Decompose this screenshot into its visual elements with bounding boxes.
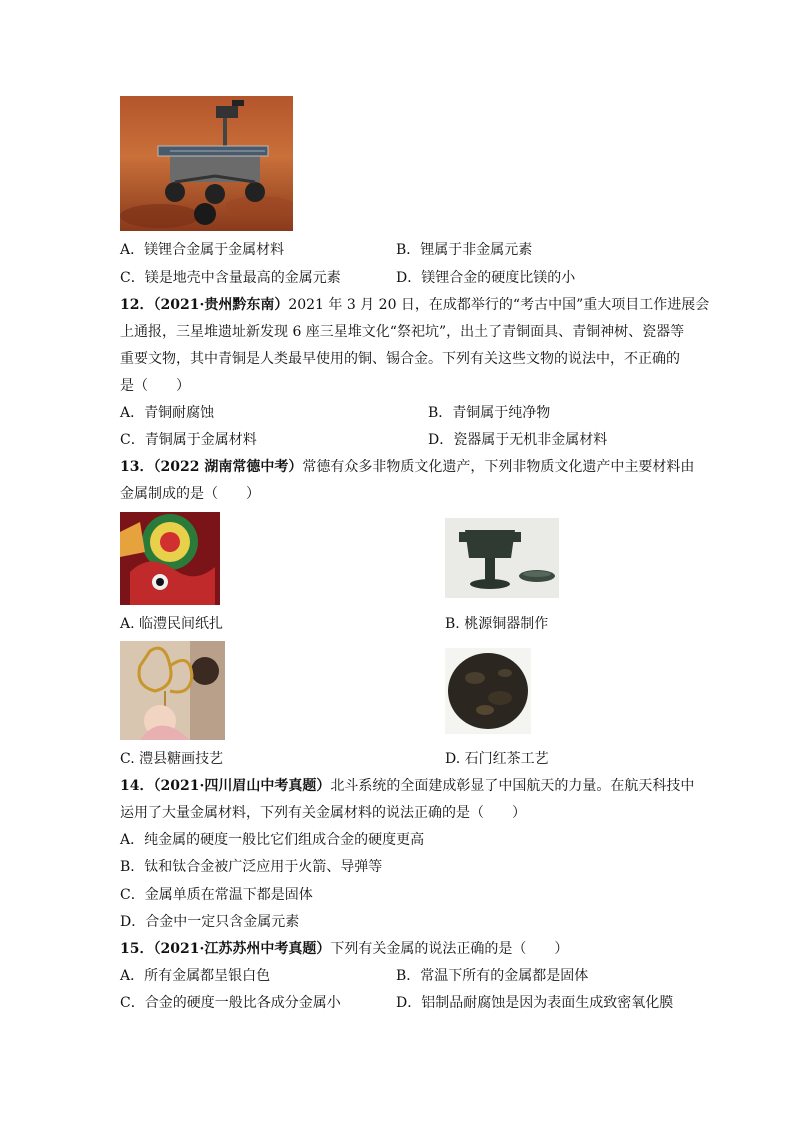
q14-option-d: D．合金中一定只含金属元素	[120, 914, 300, 930]
bronze-vessel-image	[445, 518, 559, 598]
q11-option-a: A．镁锂合金属于金属材料	[120, 242, 285, 258]
q13-source: （2022 湖南常德中考）	[153, 459, 303, 475]
q13-option-d: D. 石门红茶工艺	[445, 751, 549, 767]
sugar-painting-image	[120, 641, 225, 740]
q14-option-b: B．钛和钛合金被广泛应用于火箭、导弹等	[120, 859, 383, 875]
q15-option-c: C．合金的硬度一般比各成分金属小	[120, 995, 341, 1011]
q14-source: （2021·四川眉山中考真题）	[153, 778, 331, 794]
q14-option-c: C．金属单质在常温下都是固体	[120, 887, 313, 903]
q15-source: （2021·江苏苏州中考真题）	[153, 941, 331, 957]
q13-option-b: B. 桃源铜器制作	[445, 616, 549, 632]
black-tea-image	[445, 648, 531, 734]
q11-option-c: C．镁是地壳中含量最高的金属元素	[120, 270, 341, 286]
q15-option-d: D．铝制品耐腐蚀是因为表面生成致密氧化膜	[396, 995, 674, 1011]
q11-option-d: D．镁锂合金的硬度比镁的小	[396, 270, 576, 286]
q12-option-a: A．青铜耐腐蚀	[120, 405, 215, 421]
q13-number: 13．	[120, 459, 154, 475]
q12-stem-line-3: 重要文物，其中青铜是人类最早使用的铜、锡合金。下列有关这些文物的说法中，不正确的	[120, 351, 680, 367]
q13-option-a: A. 临澧民间纸扎	[120, 616, 224, 632]
q12-option-d: D．瓷器属于无机非金属材料	[428, 432, 608, 448]
q13-stem-line-2: 金属制成的是（ ）	[120, 486, 260, 502]
q14-stem-line-2: 运用了大量金属材料，下列有关金属材料的说法正确的是（ ）	[120, 805, 526, 821]
q15-stem-line-1	[120, 939, 568, 959]
q12-stem-line-2: 上通报，三星堆遗址新发现 6 座三星堆文化“祭祀坑”，出土了青铜面具、青铜神树、瓷器等	[120, 324, 685, 340]
q12-stem-line-1	[120, 295, 709, 315]
q11-option-b: B．锂属于非金属元素	[396, 242, 533, 258]
q12-option-b: B．青铜属于纯净物	[428, 405, 551, 421]
q13-stem-line-1	[120, 457, 694, 477]
q15-option-a: A．所有金属都呈银白色	[120, 968, 271, 984]
q12-text-1: 2021 年 3 月 20 日，在成都举行的“考古中国”重大项目工作进展会	[288, 297, 710, 313]
mars-rover-image	[120, 96, 293, 231]
q14-option-a: A．纯金属的硬度一般比它们组成合金的硬度更高	[120, 832, 425, 848]
q12-option-c: C．青铜属于金属材料	[120, 432, 257, 448]
q12-number: 12．	[120, 297, 154, 313]
q12-source: （2021·贵州黔东南）	[153, 297, 289, 313]
q15-option-b: B．常温下所有的金属都是固体	[396, 968, 589, 984]
q13-option-c: C. 澧县糖画技艺	[120, 751, 224, 767]
q15-number: 15．	[120, 941, 154, 957]
q15-text-1: 下列有关金属的说法正确的是（ ）	[330, 941, 569, 957]
q14-text-1: 北斗系统的全面建成彰显了中国航天的力量。在航天科技中	[330, 778, 695, 794]
q14-stem-line-1	[120, 776, 694, 796]
q12-stem-line-4: 是（ ）	[120, 378, 190, 394]
q13-text-1: 常德有众多非物质文化遗产，下列非物质文化遗产中主要材料由	[302, 459, 695, 475]
paper-craft-image	[120, 512, 220, 605]
q14-number: 14．	[120, 778, 154, 794]
